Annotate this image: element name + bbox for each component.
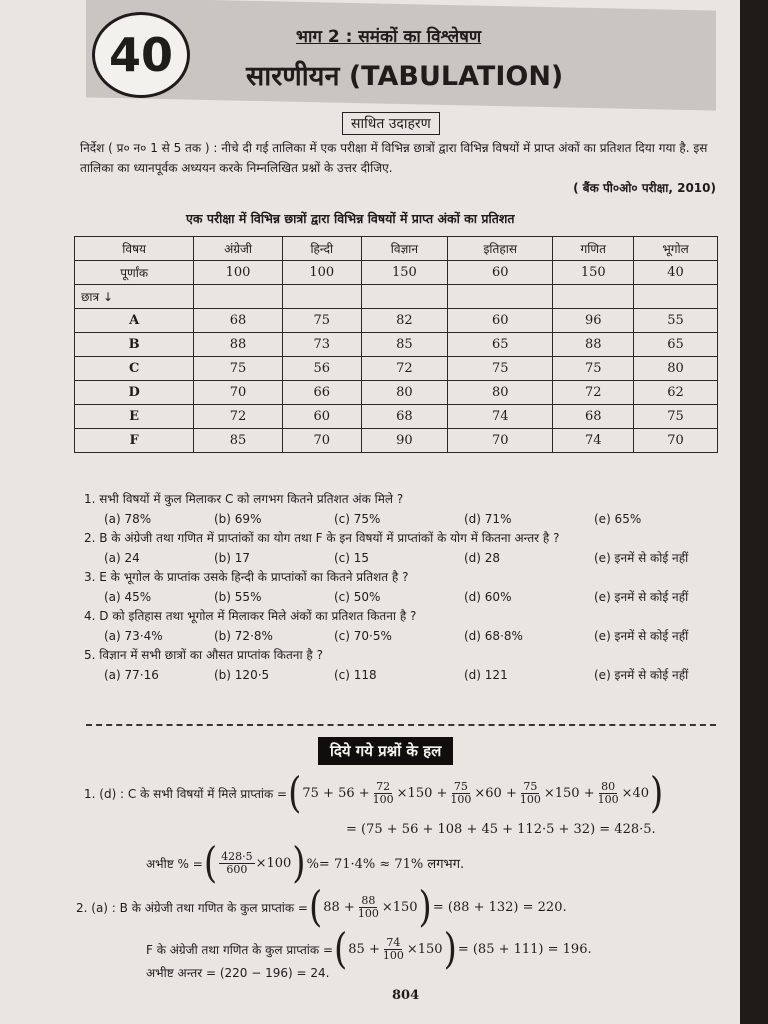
table-cell: 80 <box>634 357 718 381</box>
table-cell: 85 <box>194 429 283 453</box>
table-cell: A <box>75 309 194 333</box>
option: (a) 24 <box>104 551 140 565</box>
table-cell: F <box>75 429 194 453</box>
table-cell: 73 <box>282 333 361 357</box>
table-header-row <box>75 237 718 261</box>
option: (e) इनमें से कोई नहीं <box>594 668 689 682</box>
header-cell: इतिहास <box>448 237 553 261</box>
numerator: 88 <box>361 893 376 907</box>
option: (e) इनमें से कोई नहीं <box>594 629 689 643</box>
paren-open: ( <box>308 882 323 932</box>
expr-term: ×100 <box>255 855 292 871</box>
option: (e) 65% <box>594 512 642 526</box>
option: (d) 68·8% <box>464 629 523 643</box>
solution-label: 1. (d) : C के सभी विषयों में मिले प्राप्तांक = <box>84 786 288 801</box>
table-cell: 40 <box>634 261 718 285</box>
option: (a) 78% <box>104 512 152 526</box>
fraction <box>448 781 473 806</box>
required-label: अभीष्ट % = <box>146 856 203 871</box>
table-cell: 68 <box>361 405 447 429</box>
solution-1-result <box>146 838 465 888</box>
option: (b) 72·8% <box>214 629 273 643</box>
table-cell <box>553 285 634 309</box>
question-item <box>84 529 720 568</box>
denominator: 100 <box>357 906 379 920</box>
table-cell: 150 <box>553 261 634 285</box>
question-text: 3. E के भूगोल के प्राप्तांक उसके हिन्दी के प्राप्तांकों का कितने प्रतिशत है ? <box>84 570 409 584</box>
fraction <box>596 781 621 806</box>
option-row <box>84 626 720 646</box>
fraction <box>356 895 381 920</box>
table-cell: 60 <box>448 261 553 285</box>
solution-2-line <box>76 882 567 932</box>
table-cell: 70 <box>448 429 553 453</box>
solution-1-sum: = (75 + 56 + 108 + 45 + 112·5 + 32) = 428·5. <box>346 822 656 837</box>
option: (a) 73·4% <box>104 629 163 643</box>
option: (b) 120·5 <box>214 668 270 682</box>
expr-term: = (85 + 111) = 196. <box>457 941 592 957</box>
numerator: 428·5 <box>221 849 253 863</box>
denominator: 100 <box>382 948 404 962</box>
expr-term: 88 + <box>323 899 355 915</box>
option: (b) 17 <box>214 551 251 565</box>
table-cell: 74 <box>553 429 634 453</box>
option: (e) इनमें से कोई नहीं <box>594 590 689 604</box>
option: (c) 15 <box>334 551 370 565</box>
numerator: 75 <box>453 779 468 793</box>
solved-examples-label: साधित उदाहरण <box>342 112 440 135</box>
option-row <box>84 587 720 607</box>
option: (b) 55% <box>214 590 262 604</box>
denominator: 100 <box>519 792 541 806</box>
fraction <box>371 781 396 806</box>
table-cell: 55 <box>634 309 718 333</box>
question-list <box>84 490 720 685</box>
chapter-title: सारणीयन (TABULATION) <box>246 61 564 92</box>
table-cell: 65 <box>448 333 553 357</box>
table-cell: 80 <box>361 381 447 405</box>
table-cell: 75 <box>448 357 553 381</box>
table-row <box>75 405 718 429</box>
table-cell: 75 <box>634 405 718 429</box>
difference-line: अभीष्ट अन्तर = (220 − 196) = 24. <box>146 966 330 980</box>
solution-2-difference <box>146 964 329 981</box>
students-label-row <box>75 285 718 309</box>
table-cell: D <box>75 381 194 405</box>
option-row <box>84 509 720 529</box>
header-cell: भूगोल <box>634 237 718 261</box>
table-cell <box>634 285 718 309</box>
fraction <box>381 937 406 962</box>
header-cell: गणित <box>553 237 634 261</box>
option-row <box>84 548 720 568</box>
table-cell: 70 <box>634 429 718 453</box>
table-cell <box>282 285 361 309</box>
fraction <box>518 781 543 806</box>
table-cell: 100 <box>194 261 283 285</box>
directions-text: निर्देश ( प्र० न० 1 से 5 तक ) : नीचे दी गई तालिका में एक परीक्षा में विभिन्न छात्रों द्वारा विभिन्न विषयों में प्राप्त अंकों का प्रतिशत दिया गया है. इस तालिका का ध्यानपूर्वक अध्ययन करके निम्नलिखित प्रश्नों के उत्तर दीजिए. <box>80 141 708 175</box>
book-spine <box>740 0 768 1024</box>
expr-term: 85 + <box>348 941 380 957</box>
option: (d) 71% <box>464 512 512 526</box>
table-row <box>75 309 718 333</box>
table-cell: 96 <box>553 309 634 333</box>
paren-open: ( <box>203 838 218 888</box>
expr-term: = (88 + 132) = 220. <box>432 899 567 915</box>
expr-term: ×150 + <box>543 785 595 801</box>
fraction <box>219 851 255 876</box>
option: (c) 118 <box>334 668 377 682</box>
table-cell: B <box>75 333 194 357</box>
table-cell: 88 <box>553 333 634 357</box>
numerator: 80 <box>601 779 616 793</box>
table-cell: 100 <box>282 261 361 285</box>
expr-term: ×150 + <box>396 785 448 801</box>
option: (c) 70·5% <box>334 629 392 643</box>
expr-term: 75 + 56 + <box>302 785 370 801</box>
table-caption: एक परीक्षा में विभिन्न छात्रों द्वारा विभिन्न विषयों में प्राप्त अंकों का प्रतिशत <box>186 211 515 226</box>
table-cell: 62 <box>634 381 718 405</box>
table-cell: 88 <box>194 333 283 357</box>
numerator: 75 <box>523 779 538 793</box>
table-cell: 60 <box>282 405 361 429</box>
table-cell: 82 <box>361 309 447 333</box>
table-cell <box>448 285 553 309</box>
option: (b) 69% <box>214 512 262 526</box>
table-cell: 70 <box>194 381 283 405</box>
header-cell: हिन्दी <box>282 237 361 261</box>
solutions-title: दिये गये प्रश्नों के हल <box>318 737 453 765</box>
chapter-number-badge: 40 <box>92 12 190 98</box>
option: (c) 75% <box>334 512 381 526</box>
table-cell: 66 <box>282 381 361 405</box>
table-cell: 85 <box>361 333 447 357</box>
question-item <box>84 646 720 685</box>
table-cell: 56 <box>282 357 361 381</box>
paren-close: ) <box>443 924 457 974</box>
solution-label: 2. (a) : B के अंग्रेजी तथा गणित के कुल प्राप्तांक = <box>76 900 308 915</box>
table-cell: 75 <box>553 357 634 381</box>
denominator: 100 <box>597 792 619 806</box>
option: (d) 121 <box>464 668 508 682</box>
option: (e) इनमें से कोई नहीं <box>594 551 689 565</box>
paren-close: ) <box>650 768 664 818</box>
question-text: 1. सभी विषयों में कुल मिलाकर C को लगभग कितने प्रतिशत अंक मिले ? <box>84 492 404 506</box>
table-cell: 90 <box>361 429 447 453</box>
table-row <box>75 357 718 381</box>
paren-open: ( <box>288 768 302 818</box>
table-row <box>75 429 718 453</box>
paren-close: ) <box>418 882 432 932</box>
solution-1-line <box>84 768 664 818</box>
table-cell: C <box>75 357 194 381</box>
question-item <box>84 607 720 646</box>
table-cell: 80 <box>448 381 553 405</box>
question-text: 4. D को इतिहास तथा भूगोल में मिलाकर मिले अंकों का प्रतिशत कितना है ? <box>84 609 417 623</box>
part-title: भाग 2 : समंकों का विश्लेषण <box>296 27 482 47</box>
directions-paragraph <box>80 138 716 198</box>
table-cell: 68 <box>194 309 283 333</box>
header-cell: अंग्रेजी <box>194 237 283 261</box>
solution-label: F के अंग्रेजी तथा गणित के कुल प्राप्तांक = <box>146 942 333 957</box>
table-cell: 74 <box>448 405 553 429</box>
table-cell: 65 <box>634 333 718 357</box>
option: (c) 50% <box>334 590 381 604</box>
table-cell <box>194 285 283 309</box>
header-cell: विषय <box>75 237 194 261</box>
denominator: 100 <box>450 792 472 806</box>
expr-term: ×150 <box>381 899 418 915</box>
paren-close: ) <box>292 838 306 888</box>
expr-term: ×60 + <box>474 785 517 801</box>
table-cell: E <box>75 405 194 429</box>
question-text: 5. विज्ञान में सभी छात्रों का औसत प्राप्तांक कितना है ? <box>84 648 323 662</box>
table-cell: छात्र ↓ <box>75 285 194 309</box>
expr-term: %= 71·4% ≈ 71% लगभग. <box>306 857 465 872</box>
table-row <box>75 333 718 357</box>
table-cell: 72 <box>361 357 447 381</box>
question-item <box>84 490 720 529</box>
question-text: 2. B के अंग्रेजी तथा गणित में प्राप्तांकों का योग तथा F के इन विषयों में प्राप्तांकों के योग में कितना अन्तर है ? <box>84 531 560 545</box>
max-marks-row <box>75 261 718 285</box>
option: (a) 45% <box>104 590 152 604</box>
question-item <box>84 568 720 607</box>
marks-table <box>74 236 718 453</box>
exam-source: ( बैंक पी०ओ० परीक्षा, 2010) <box>573 181 716 195</box>
numerator: 74 <box>386 935 401 949</box>
table-cell: पूर्णांक <box>75 261 194 285</box>
denominator: 600 <box>226 862 248 876</box>
table-row <box>75 381 718 405</box>
option-row <box>84 665 720 685</box>
table-cell: 60 <box>448 309 553 333</box>
numerator: 72 <box>376 779 391 793</box>
option: (d) 60% <box>464 590 512 604</box>
table-cell <box>361 285 447 309</box>
option: (d) 28 <box>464 551 501 565</box>
table-cell: 75 <box>194 357 283 381</box>
expr-term: ×40 <box>621 785 650 801</box>
table-cell: 70 <box>282 429 361 453</box>
table-cell: 68 <box>553 405 634 429</box>
table-cell: 150 <box>361 261 447 285</box>
section-divider <box>86 724 716 726</box>
option: (a) 77·16 <box>104 668 159 682</box>
table-cell: 72 <box>194 405 283 429</box>
table-cell: 75 <box>282 309 361 333</box>
header-cell: विज्ञान <box>361 237 447 261</box>
expr-term: ×150 <box>406 941 443 957</box>
denominator: 100 <box>372 792 394 806</box>
paren-open: ( <box>334 924 348 974</box>
table-cell: 72 <box>553 381 634 405</box>
page-number: 804 <box>392 988 420 1003</box>
